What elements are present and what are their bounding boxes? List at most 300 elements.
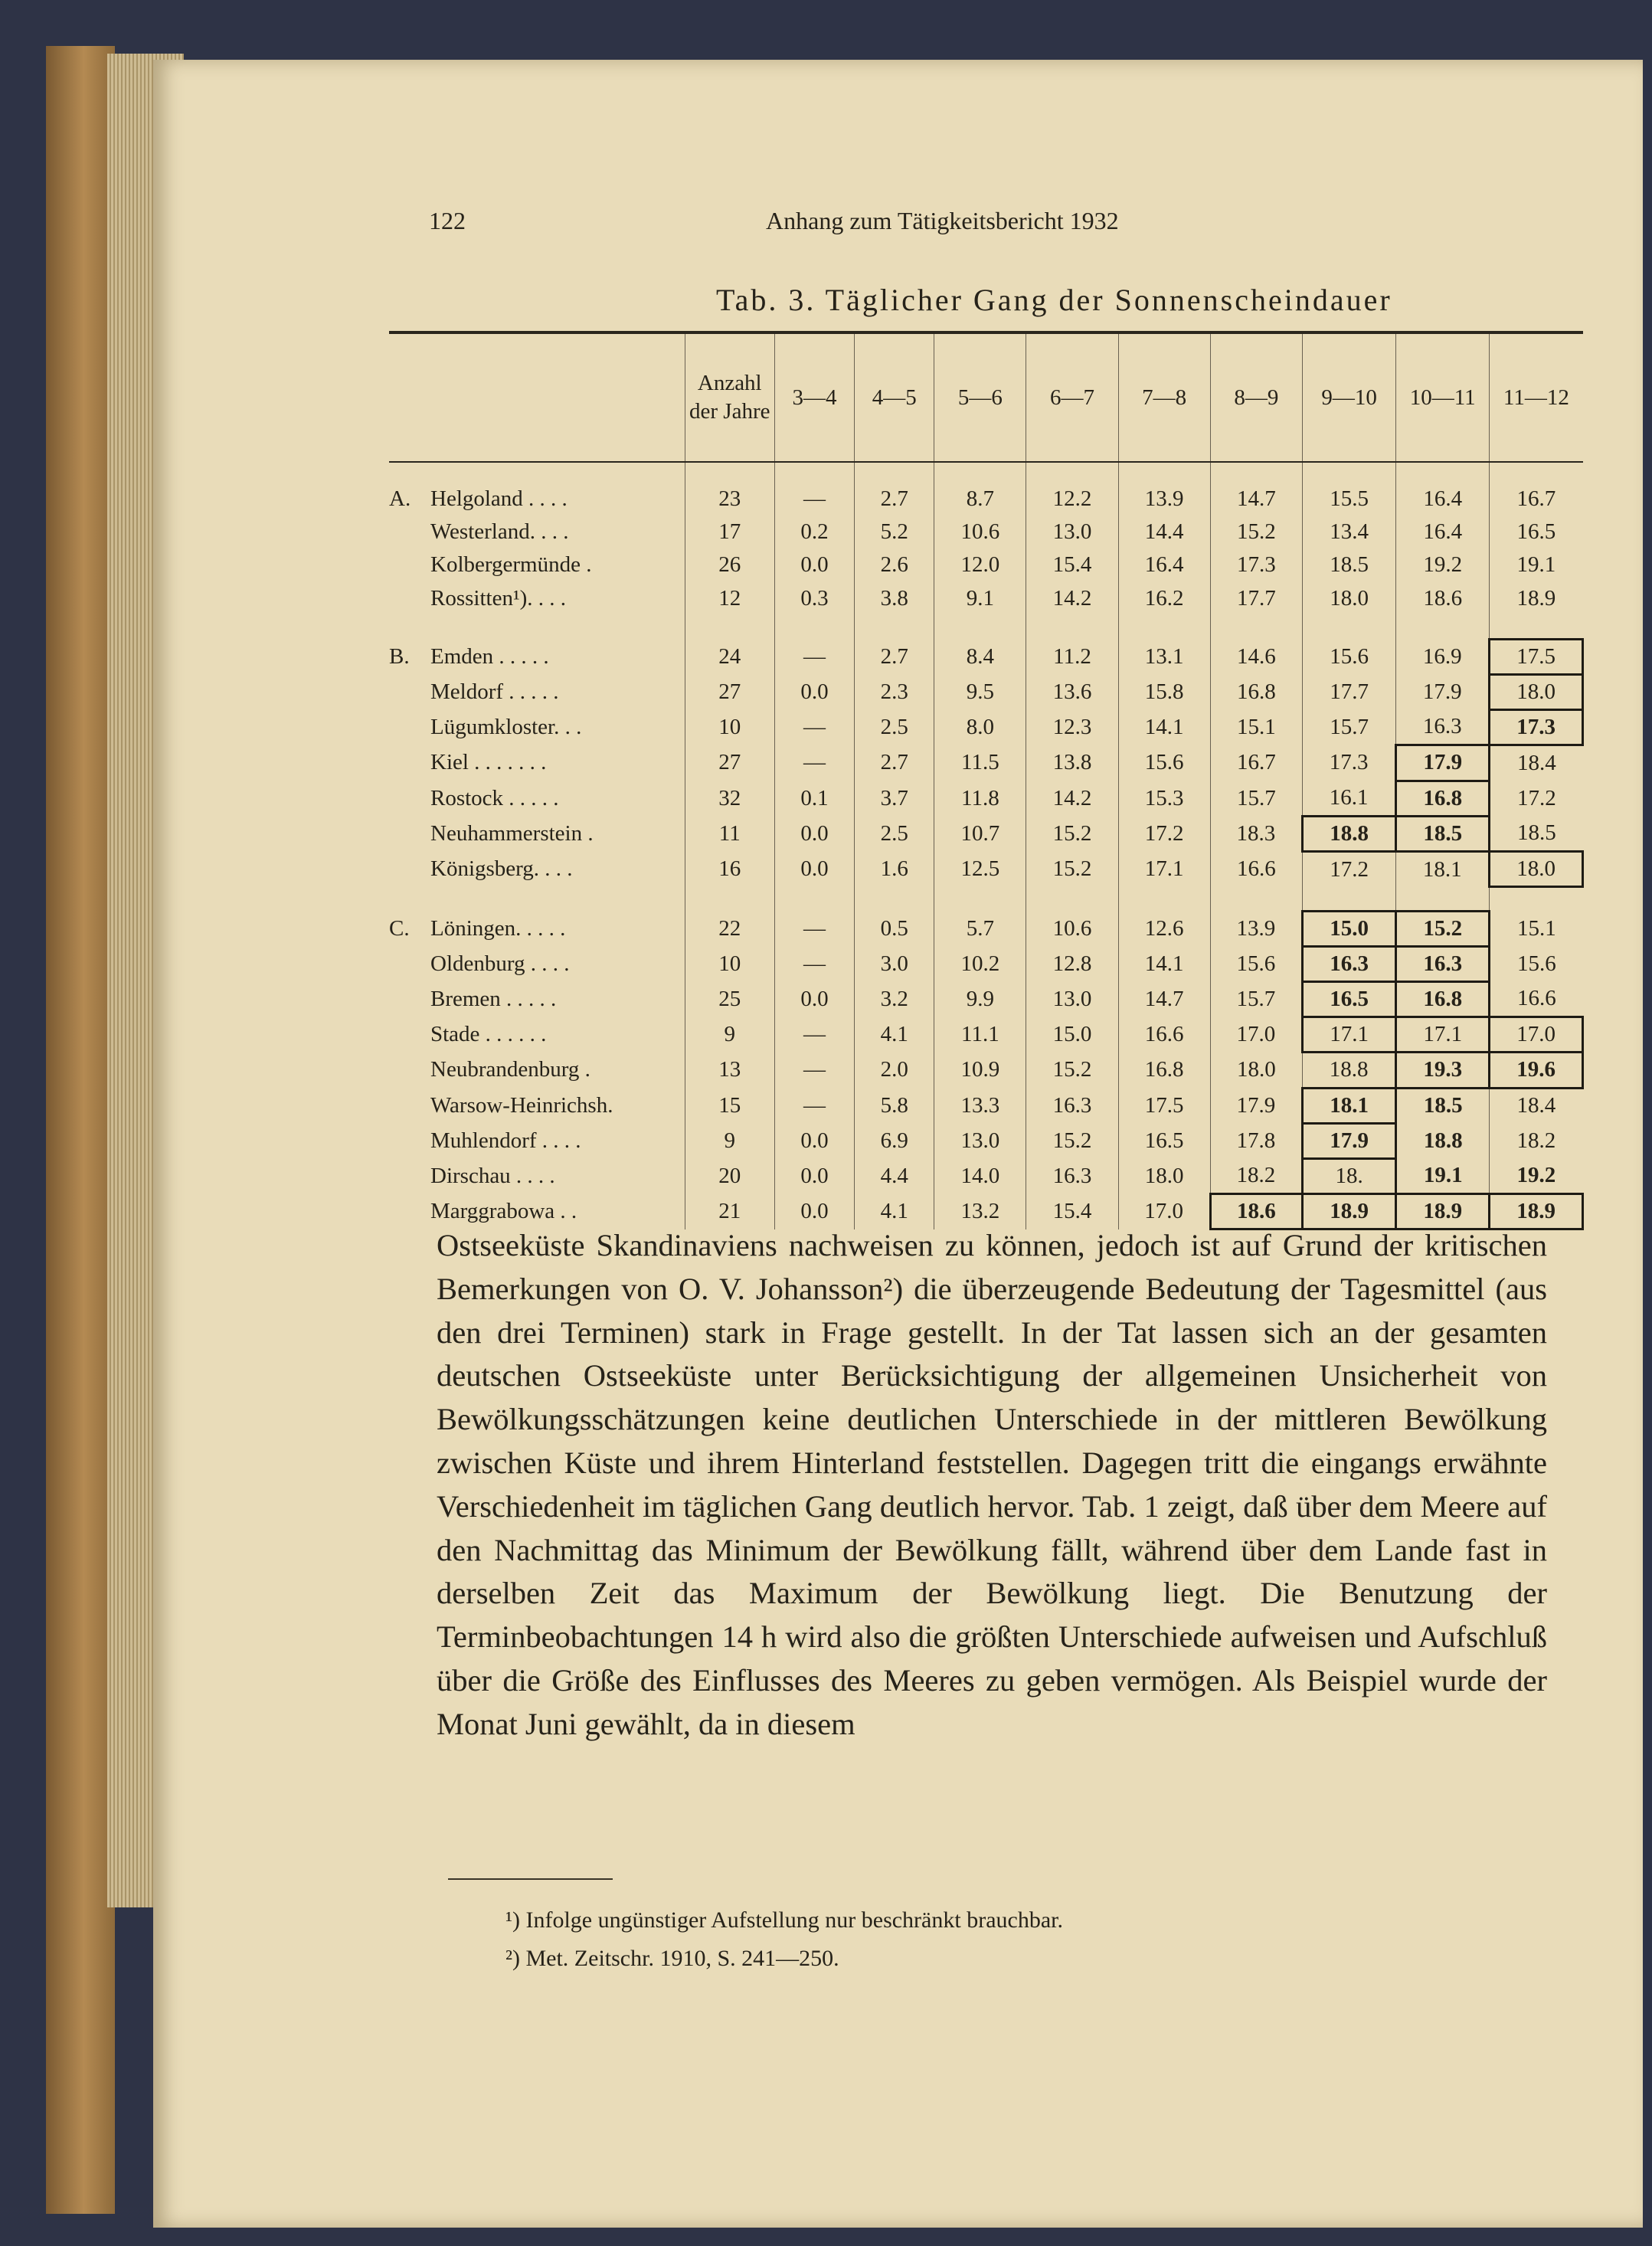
value-cell: 0.0: [774, 1123, 854, 1158]
column-header: 5—6: [934, 332, 1026, 462]
spacer-cell: [855, 462, 934, 483]
station-cell: [389, 1017, 685, 1053]
column-header: 6—7: [1026, 332, 1118, 462]
station-cell: [389, 851, 685, 886]
value-cell: 3.0: [855, 946, 934, 981]
table-body: [389, 462, 1583, 1229]
spacer-cell: [1303, 462, 1396, 483]
value-cell: 18.4: [1490, 745, 1583, 781]
value-cell: 17.7: [1210, 582, 1302, 615]
value-cell: 19.6: [1490, 1053, 1583, 1088]
table-row: [389, 981, 1583, 1017]
value-cell: 18.0: [1210, 1053, 1302, 1088]
value-cell: 16.4: [1396, 516, 1490, 548]
table-row: [389, 946, 1583, 981]
spacer-cell: [774, 887, 854, 912]
value-cell: 14.0: [934, 1158, 1026, 1193]
value-cell: 12.6: [1118, 911, 1210, 946]
value-cell: 18.8: [1303, 1053, 1396, 1088]
value-cell: 17.2: [1490, 781, 1583, 816]
value-cell: 15.4: [1026, 548, 1118, 581]
value-cell: 14.6: [1210, 639, 1302, 674]
value-cell: 13.0: [1026, 516, 1118, 548]
station-name: Bremen . . . . .: [430, 987, 557, 1012]
value-cell: 0.3: [774, 582, 854, 615]
value-cell: 13.1: [1118, 639, 1210, 674]
spacer-cell: [1303, 615, 1396, 640]
value-cell: 18.3: [1210, 816, 1302, 851]
value-cell: 8.4: [934, 639, 1026, 674]
value-cell: 10: [685, 946, 774, 981]
value-cell: 1.6: [855, 851, 934, 886]
value-cell: 0.0: [774, 1194, 854, 1229]
footnote-1: ¹) Infolge ungünstiger Aufstellung nur beschränkt brauchbar.: [505, 1907, 1063, 1933]
value-cell: 10.2: [934, 946, 1026, 981]
value-cell: 12: [685, 582, 774, 615]
value-cell: 0.0: [774, 851, 854, 886]
value-cell: 15.6: [1490, 946, 1583, 981]
value-cell: 17.1: [1396, 1017, 1490, 1053]
value-cell: 10.6: [1026, 911, 1118, 946]
station-cell: [389, 745, 685, 781]
spacer-cell: [1026, 887, 1118, 912]
value-cell: 16.3: [1026, 1088, 1118, 1123]
value-cell: 2.3: [855, 674, 934, 709]
spacer-cell: [1210, 615, 1302, 640]
value-cell: 6.9: [855, 1123, 934, 1158]
station-name: Muhlendorf . . . .: [430, 1128, 581, 1153]
value-cell: 13.3: [934, 1088, 1026, 1123]
value-cell: 25: [685, 981, 774, 1017]
value-cell: 17.9: [1396, 745, 1490, 781]
value-cell: 18.: [1303, 1158, 1396, 1193]
value-cell: 11.8: [934, 781, 1026, 816]
value-cell: 0.2: [774, 516, 854, 548]
value-cell: 18.5: [1303, 548, 1396, 581]
group-label: B.: [389, 643, 410, 669]
value-cell: —: [774, 946, 854, 981]
value-cell: 12.0: [934, 548, 1026, 581]
value-cell: 18.8: [1396, 1123, 1490, 1158]
value-cell: 17.5: [1490, 639, 1583, 674]
value-cell: 15.2: [1210, 516, 1302, 548]
station-cell: [389, 781, 685, 816]
table-row: [389, 1088, 1583, 1123]
value-cell: 13.0: [1026, 981, 1118, 1017]
spacer-cell: [1210, 887, 1302, 912]
value-cell: 17.9: [1396, 674, 1490, 709]
value-cell: —: [774, 1017, 854, 1053]
station-name: Emden . . . . .: [430, 643, 549, 669]
value-cell: 17.0: [1490, 1017, 1583, 1053]
value-cell: 17.0: [1118, 1194, 1210, 1229]
table-row: [389, 483, 1583, 516]
value-cell: 13: [685, 1053, 774, 1088]
table-row: [389, 1053, 1583, 1088]
value-cell: 15.7: [1210, 981, 1302, 1017]
value-cell: 17.0: [1210, 1017, 1302, 1053]
value-cell: 5.7: [934, 911, 1026, 946]
station-name: Helgoland . . . .: [430, 486, 568, 512]
value-cell: 16.4: [1396, 483, 1490, 516]
value-cell: 20: [685, 1158, 774, 1193]
value-cell: 11.2: [1026, 639, 1118, 674]
value-cell: 18.5: [1490, 816, 1583, 851]
column-header: 11—12: [1490, 332, 1583, 462]
value-cell: 17.9: [1210, 1088, 1302, 1123]
spacer-cell: [1118, 462, 1210, 483]
spacer-cell: [1026, 462, 1118, 483]
station-cell: [389, 483, 685, 516]
value-cell: —: [774, 710, 854, 745]
value-cell: 18.9: [1490, 1194, 1583, 1229]
value-cell: 27: [685, 745, 774, 781]
value-cell: 15.6: [1210, 946, 1302, 981]
spacer-cell: [774, 462, 854, 483]
table-row: [389, 582, 1583, 615]
value-cell: —: [774, 483, 854, 516]
value-cell: 15.7: [1303, 710, 1396, 745]
value-cell: 9.9: [934, 981, 1026, 1017]
value-cell: 16.6: [1118, 1017, 1210, 1053]
value-cell: 18.5: [1396, 816, 1490, 851]
value-cell: 2.7: [855, 483, 934, 516]
spacer-cell: [1026, 615, 1118, 640]
group-label: C.: [389, 915, 410, 941]
value-cell: 18.9: [1303, 1194, 1396, 1229]
value-cell: 16.6: [1210, 851, 1302, 886]
value-cell: 13.9: [1118, 483, 1210, 516]
station-cell: [389, 516, 685, 548]
value-cell: 4.4: [855, 1158, 934, 1193]
station-column-header: [389, 332, 685, 462]
value-cell: —: [774, 745, 854, 781]
group-spacer: [389, 887, 1583, 912]
value-cell: 15.7: [1210, 781, 1302, 816]
value-cell: 15.2: [1026, 851, 1118, 886]
value-cell: 26: [685, 548, 774, 581]
value-cell: 0.0: [774, 548, 854, 581]
station-name: Marggrabowa . .: [430, 1199, 577, 1224]
value-cell: 2.0: [855, 1053, 934, 1088]
value-cell: 13.9: [1210, 911, 1302, 946]
value-cell: 4.1: [855, 1017, 934, 1053]
value-cell: 19.3: [1396, 1053, 1490, 1088]
station-name: Westerland. . . .: [430, 519, 569, 545]
spacer-cell: [855, 615, 934, 640]
footnotes: [505, 1901, 1063, 1978]
value-cell: 18.1: [1303, 1088, 1396, 1123]
running-title: Anhang zum Tätigkeitsbericht 1932: [766, 207, 1119, 234]
value-cell: 12.3: [1026, 710, 1118, 745]
table-row: [389, 911, 1583, 946]
paragraph-text: Ostseeküste Skandinaviens nachweisen zu können, jedoch ist auf Grund der kritischen Bemerkungen von O. V. Johansson²) die überzeugende Bedeutung der Tagesmittel (aus den drei Terminen) stark in Frage gestellt. In der Tat lassen sich an der gesamten deutschen Ostseeküste unter Berücksichtigung der allgemeinen Unsicherheit von Bewölkungsschätzungen keine deutlichen Unterschiede in der mittleren Bewölkung zwischen Küste und ihrem Hinterland feststellen. Dagegen tritt die eingangs erwähnte Verschiedenheit im täglichen Gang deutlich hervor. Tab. 1 zeigt, daß über dem Meere auf den Nachmittag das Minimum der Bewölkung fällt, während über dem Lande fast in derselben Zeit das Maximum der Bewölkung liegt. Die Benutzung der Terminbeobachtungen 14 h wird also die größten Unterschiede aufweisen und Aufschluß über die Größe des Einflusses des Meeres zu geben vermögen. Als Beispiel wurde der Monat Juni gewählt, da in diesem: [437, 1228, 1547, 1741]
value-cell: 3.2: [855, 981, 934, 1017]
value-cell: 11.5: [934, 745, 1026, 781]
value-cell: 24: [685, 639, 774, 674]
spacer-cell: [934, 887, 1026, 912]
station-name: Rostock . . . . .: [430, 785, 559, 810]
value-cell: 21: [685, 1194, 774, 1229]
value-cell: 14.7: [1210, 483, 1302, 516]
value-cell: 23: [685, 483, 774, 516]
station-cell: [389, 710, 685, 745]
value-cell: 27: [685, 674, 774, 709]
value-cell: 16.8: [1396, 781, 1490, 816]
value-cell: 9.1: [934, 582, 1026, 615]
value-cell: 9.5: [934, 674, 1026, 709]
value-cell: 13.2: [934, 1194, 1026, 1229]
spacer-cell: [934, 615, 1026, 640]
value-cell: 13.6: [1026, 674, 1118, 709]
value-cell: 16.8: [1210, 674, 1302, 709]
table-row: [389, 1017, 1583, 1053]
station-name: Neubrandenburg .: [430, 1057, 590, 1082]
value-cell: 3.8: [855, 582, 934, 615]
value-cell: 17.2: [1303, 851, 1396, 886]
value-cell: 15.0: [1026, 1017, 1118, 1053]
value-cell: 8.0: [934, 710, 1026, 745]
value-cell: 9: [685, 1123, 774, 1158]
value-cell: 32: [685, 781, 774, 816]
value-cell: 18.0: [1490, 851, 1583, 886]
value-cell: 0.5: [855, 911, 934, 946]
value-cell: 18.1: [1396, 851, 1490, 886]
value-cell: 17.3: [1303, 745, 1396, 781]
table-row: [389, 674, 1583, 709]
value-cell: 17.3: [1210, 548, 1302, 581]
value-cell: 16: [685, 851, 774, 886]
value-cell: 17.1: [1118, 851, 1210, 886]
table-row: [389, 851, 1583, 886]
table-row: [389, 781, 1583, 816]
value-cell: 17.7: [1303, 674, 1396, 709]
value-cell: 16.8: [1396, 981, 1490, 1017]
value-cell: 2.7: [855, 745, 934, 781]
spacer-cell: [389, 615, 685, 640]
value-cell: 16.4: [1118, 548, 1210, 581]
column-header: 9—10: [1303, 332, 1396, 462]
value-cell: 15.3: [1118, 781, 1210, 816]
value-cell: 13.8: [1026, 745, 1118, 781]
value-cell: 14.7: [1118, 981, 1210, 1017]
value-cell: 18.5: [1396, 1088, 1490, 1123]
station-name: Meldorf . . . . .: [430, 679, 559, 705]
station-cell: [389, 674, 685, 709]
value-cell: 2.5: [855, 710, 934, 745]
value-cell: 16.9: [1396, 639, 1490, 674]
value-cell: 18.4: [1490, 1088, 1583, 1123]
value-cell: 13.0: [934, 1123, 1026, 1158]
value-cell: 12.5: [934, 851, 1026, 886]
body-paragraph: [437, 1224, 1547, 1747]
value-cell: 10.7: [934, 816, 1026, 851]
value-cell: 2.7: [855, 639, 934, 674]
value-cell: 16.7: [1210, 745, 1302, 781]
footnote-2: ²) Met. Zeitschr. 1910, S. 241—250.: [505, 1946, 839, 1971]
page-number: 122: [429, 207, 466, 234]
value-cell: 17.5: [1118, 1088, 1210, 1123]
value-cell: 14.2: [1026, 582, 1118, 615]
value-cell: 13.4: [1303, 516, 1396, 548]
value-cell: 15.4: [1026, 1194, 1118, 1229]
station-name: Warsow-Heinrichsh.: [430, 1092, 613, 1118]
spacer-cell: [1490, 887, 1583, 912]
spacer-cell: [685, 887, 774, 912]
group-spacer: [389, 462, 1583, 483]
station-cell: [389, 816, 685, 851]
station-cell: [389, 1088, 685, 1123]
table-row: [389, 548, 1583, 581]
page-header: [429, 207, 1583, 241]
station-cell: [389, 639, 685, 674]
station-cell: [389, 1123, 685, 1158]
value-cell: 4.1: [855, 1194, 934, 1229]
table-row: [389, 745, 1583, 781]
value-cell: 3.7: [855, 781, 934, 816]
value-cell: 17.1: [1303, 1017, 1396, 1053]
value-cell: 15.5: [1303, 483, 1396, 516]
value-cell: 11.1: [934, 1017, 1026, 1053]
value-cell: 17: [685, 516, 774, 548]
value-cell: 17.8: [1210, 1123, 1302, 1158]
value-cell: 19.1: [1490, 548, 1583, 581]
value-cell: 0.0: [774, 816, 854, 851]
value-cell: 16.3: [1026, 1158, 1118, 1193]
spacer-cell: [1118, 887, 1210, 912]
value-cell: 10: [685, 710, 774, 745]
station-name: Kolbergermünde .: [430, 552, 592, 578]
station-name: Oldenburg . . . .: [430, 951, 570, 976]
column-header: 7—8: [1118, 332, 1210, 462]
value-cell: 15.2: [1026, 1053, 1118, 1088]
value-cell: 15.8: [1118, 674, 1210, 709]
station-name: Königsberg. . . .: [430, 856, 573, 881]
value-cell: 15.2: [1026, 1123, 1118, 1158]
value-cell: 18.0: [1490, 674, 1583, 709]
value-cell: 17.9: [1303, 1123, 1396, 1158]
spacer-cell: [685, 462, 774, 483]
spacer-cell: [1396, 462, 1490, 483]
station-cell: [389, 946, 685, 981]
station-name: Dirschau . . . .: [430, 1163, 555, 1188]
value-cell: 16.5: [1490, 516, 1583, 548]
value-cell: 16.1: [1303, 781, 1396, 816]
table-title: Tab. 3. Täglicher Gang der Sonnenscheindauer: [716, 283, 1392, 317]
station-name: Rossitten¹). . . .: [430, 585, 567, 611]
value-cell: 12.2: [1026, 483, 1118, 516]
station-cell: [389, 1053, 685, 1088]
value-cell: 14.1: [1118, 946, 1210, 981]
value-cell: 15.1: [1490, 911, 1583, 946]
value-cell: 15: [685, 1088, 774, 1123]
value-cell: 19.2: [1396, 548, 1490, 581]
value-cell: 17.2: [1118, 816, 1210, 851]
value-cell: 18.2: [1210, 1158, 1302, 1193]
value-cell: 16.2: [1118, 582, 1210, 615]
book-cover-edge: [46, 46, 115, 2214]
value-cell: 14.1: [1118, 710, 1210, 745]
spacer-cell: [389, 887, 685, 912]
station-name: Kiel . . . . . . .: [430, 750, 547, 775]
group-label: A.: [389, 486, 411, 512]
value-cell: 0.0: [774, 981, 854, 1017]
value-cell: 15.6: [1118, 745, 1210, 781]
value-cell: 17.3: [1490, 710, 1583, 745]
value-cell: 22: [685, 911, 774, 946]
table-row: [389, 1158, 1583, 1193]
group-spacer: [389, 615, 1583, 640]
table-header-row: [389, 332, 1583, 462]
value-cell: 19.2: [1490, 1158, 1583, 1193]
column-header: 10—11: [1396, 332, 1490, 462]
spacer-cell: [774, 615, 854, 640]
value-cell: 15.2: [1026, 816, 1118, 851]
value-cell: 16.8: [1118, 1053, 1210, 1088]
column-header: 4—5: [855, 332, 934, 462]
value-cell: 14.4: [1118, 516, 1210, 548]
value-cell: 18.0: [1303, 582, 1396, 615]
sunshine-table: [389, 331, 1584, 1230]
station-name: Stade . . . . . .: [430, 1022, 547, 1047]
value-cell: 16.3: [1396, 946, 1490, 981]
value-cell: —: [774, 1053, 854, 1088]
spacer-cell: [855, 887, 934, 912]
spacer-cell: [1118, 615, 1210, 640]
value-cell: 15.2: [1396, 911, 1490, 946]
value-cell: 15.1: [1210, 710, 1302, 745]
value-cell: 16.5: [1118, 1123, 1210, 1158]
value-cell: 18.9: [1490, 582, 1583, 615]
footnote-rule: [448, 1878, 613, 1880]
value-cell: 18.6: [1210, 1194, 1302, 1229]
spacer-cell: [934, 462, 1026, 483]
value-cell: 15.0: [1303, 911, 1396, 946]
value-cell: —: [774, 1088, 854, 1123]
station-name: Löningen. . . . .: [430, 915, 566, 941]
value-cell: 12.8: [1026, 946, 1118, 981]
value-cell: 0.1: [774, 781, 854, 816]
value-cell: 18.9: [1396, 1194, 1490, 1229]
value-cell: 15.6: [1303, 639, 1396, 674]
spacer-cell: [1303, 887, 1396, 912]
station-name: Neuhammerstein .: [430, 820, 594, 846]
station-cell: [389, 548, 685, 581]
column-header: 3—4: [774, 332, 854, 462]
column-header: Anzahl der Jahre: [685, 332, 774, 462]
value-cell: 2.6: [855, 548, 934, 581]
value-cell: 16.6: [1490, 981, 1583, 1017]
value-cell: 2.5: [855, 816, 934, 851]
value-cell: 0.0: [774, 1158, 854, 1193]
value-cell: 5.8: [855, 1088, 934, 1123]
value-cell: 16.7: [1490, 483, 1583, 516]
value-cell: 10.9: [934, 1053, 1026, 1088]
station-cell: [389, 1158, 685, 1193]
value-cell: 16.3: [1396, 710, 1490, 745]
table-row: [389, 1123, 1583, 1158]
spacer-cell: [1210, 462, 1302, 483]
station-cell: [389, 981, 685, 1017]
spacer-cell: [685, 615, 774, 640]
value-cell: 19.1: [1396, 1158, 1490, 1193]
station-cell: [389, 911, 685, 946]
table-row: [389, 710, 1583, 745]
value-cell: 18.6: [1396, 582, 1490, 615]
spacer-cell: [1490, 462, 1583, 483]
value-cell: 18.0: [1118, 1158, 1210, 1193]
value-cell: 10.6: [934, 516, 1026, 548]
